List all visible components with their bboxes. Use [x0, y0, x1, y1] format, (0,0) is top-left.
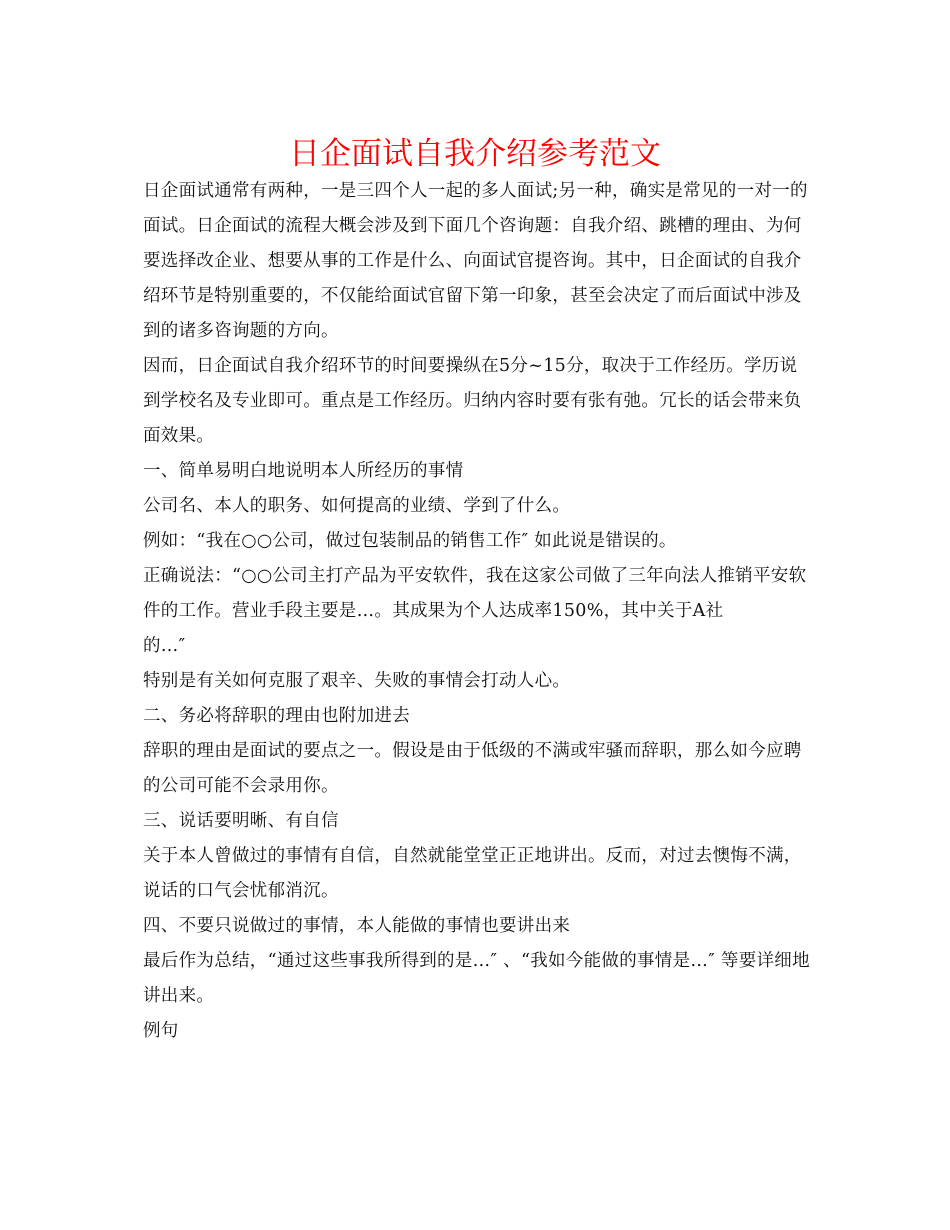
- paragraph-wrong-example: 例如：“我在○○公司，做过包装制品的销售工作″ 如此说是错误的。: [143, 531, 677, 551]
- paragraph-intro: 日企面试通常有两种，一是三四个人一起的多人面试;另一种，确实是常见的一对一的面试。日企面试的流程大概会涉及到下面几个咨询题：自我介绍、跳槽的理由、为何要选择改企业、想要从事的工作是什么、向面试官提咨询。其中，日企面试的自我介绍环节是特别重要的，不仅能给面试官留下第一印象，甚至会决定了而后面试中涉及到的诸多咨询题的方向。: [143, 181, 808, 341]
- section-heading-1: 一、简单易明白地说明本人所经历的事情: [143, 461, 464, 481]
- paragraph-resignation: 辞职的理由是面试的要点之一。假设是由于低级的不满或牢骚而辞职，那么如今应聘的公司可能不会录用你。: [143, 741, 802, 796]
- section-heading-3: 三、说话要明晰、有自信: [143, 811, 339, 831]
- document-title: 日企面试自我介绍参考范文: [289, 136, 661, 172]
- paragraph-timing: 因而，日企面试自我介绍环节的时间要操纵在5分~15分，取决于工作经历。学历说到学校名及专业即可。重点是工作经历。归纳内容时要有张有弛。冗长的话会带来负面效果。: [143, 356, 802, 446]
- paragraph-confidence: 关于本人曾做过的事情有自信，自然就能堂堂正正地讲出。反而，对过去懊悔不满，说话的口气会忧郁消沉。: [143, 846, 802, 901]
- document-body: [143, 174, 811, 1049]
- paragraph-correct-example: 正确说法：“○○公司主打产品为平安软件，我在这家公司做了三年向法人推销平安软件的工作。营业手段主要是…。其成果为个人达成率150%，其中关于A社: [143, 566, 807, 621]
- paragraph-correct-example-end: 的…″: [143, 636, 186, 656]
- paragraph-summary: 最后作为总结，“通过这些事我所得到的是…″ 、“我如今能做的事情是…″ 等要详细地讲出来。: [143, 951, 810, 1006]
- section-heading-2: 二、务必将辞职的理由也附加进去: [143, 706, 410, 726]
- section-heading-4: 四、不要只说做过的事情，本人能做的事情也要讲出来: [143, 916, 571, 936]
- paragraph-company-info: 公司名、本人的职务、如何提高的业绩、学到了什么。: [143, 496, 571, 516]
- paragraph-example-label: 例句: [143, 1021, 179, 1041]
- paragraph-hardship: 特别是有关如何克服了艰辛、失败的事情会打动人心。: [143, 671, 571, 691]
